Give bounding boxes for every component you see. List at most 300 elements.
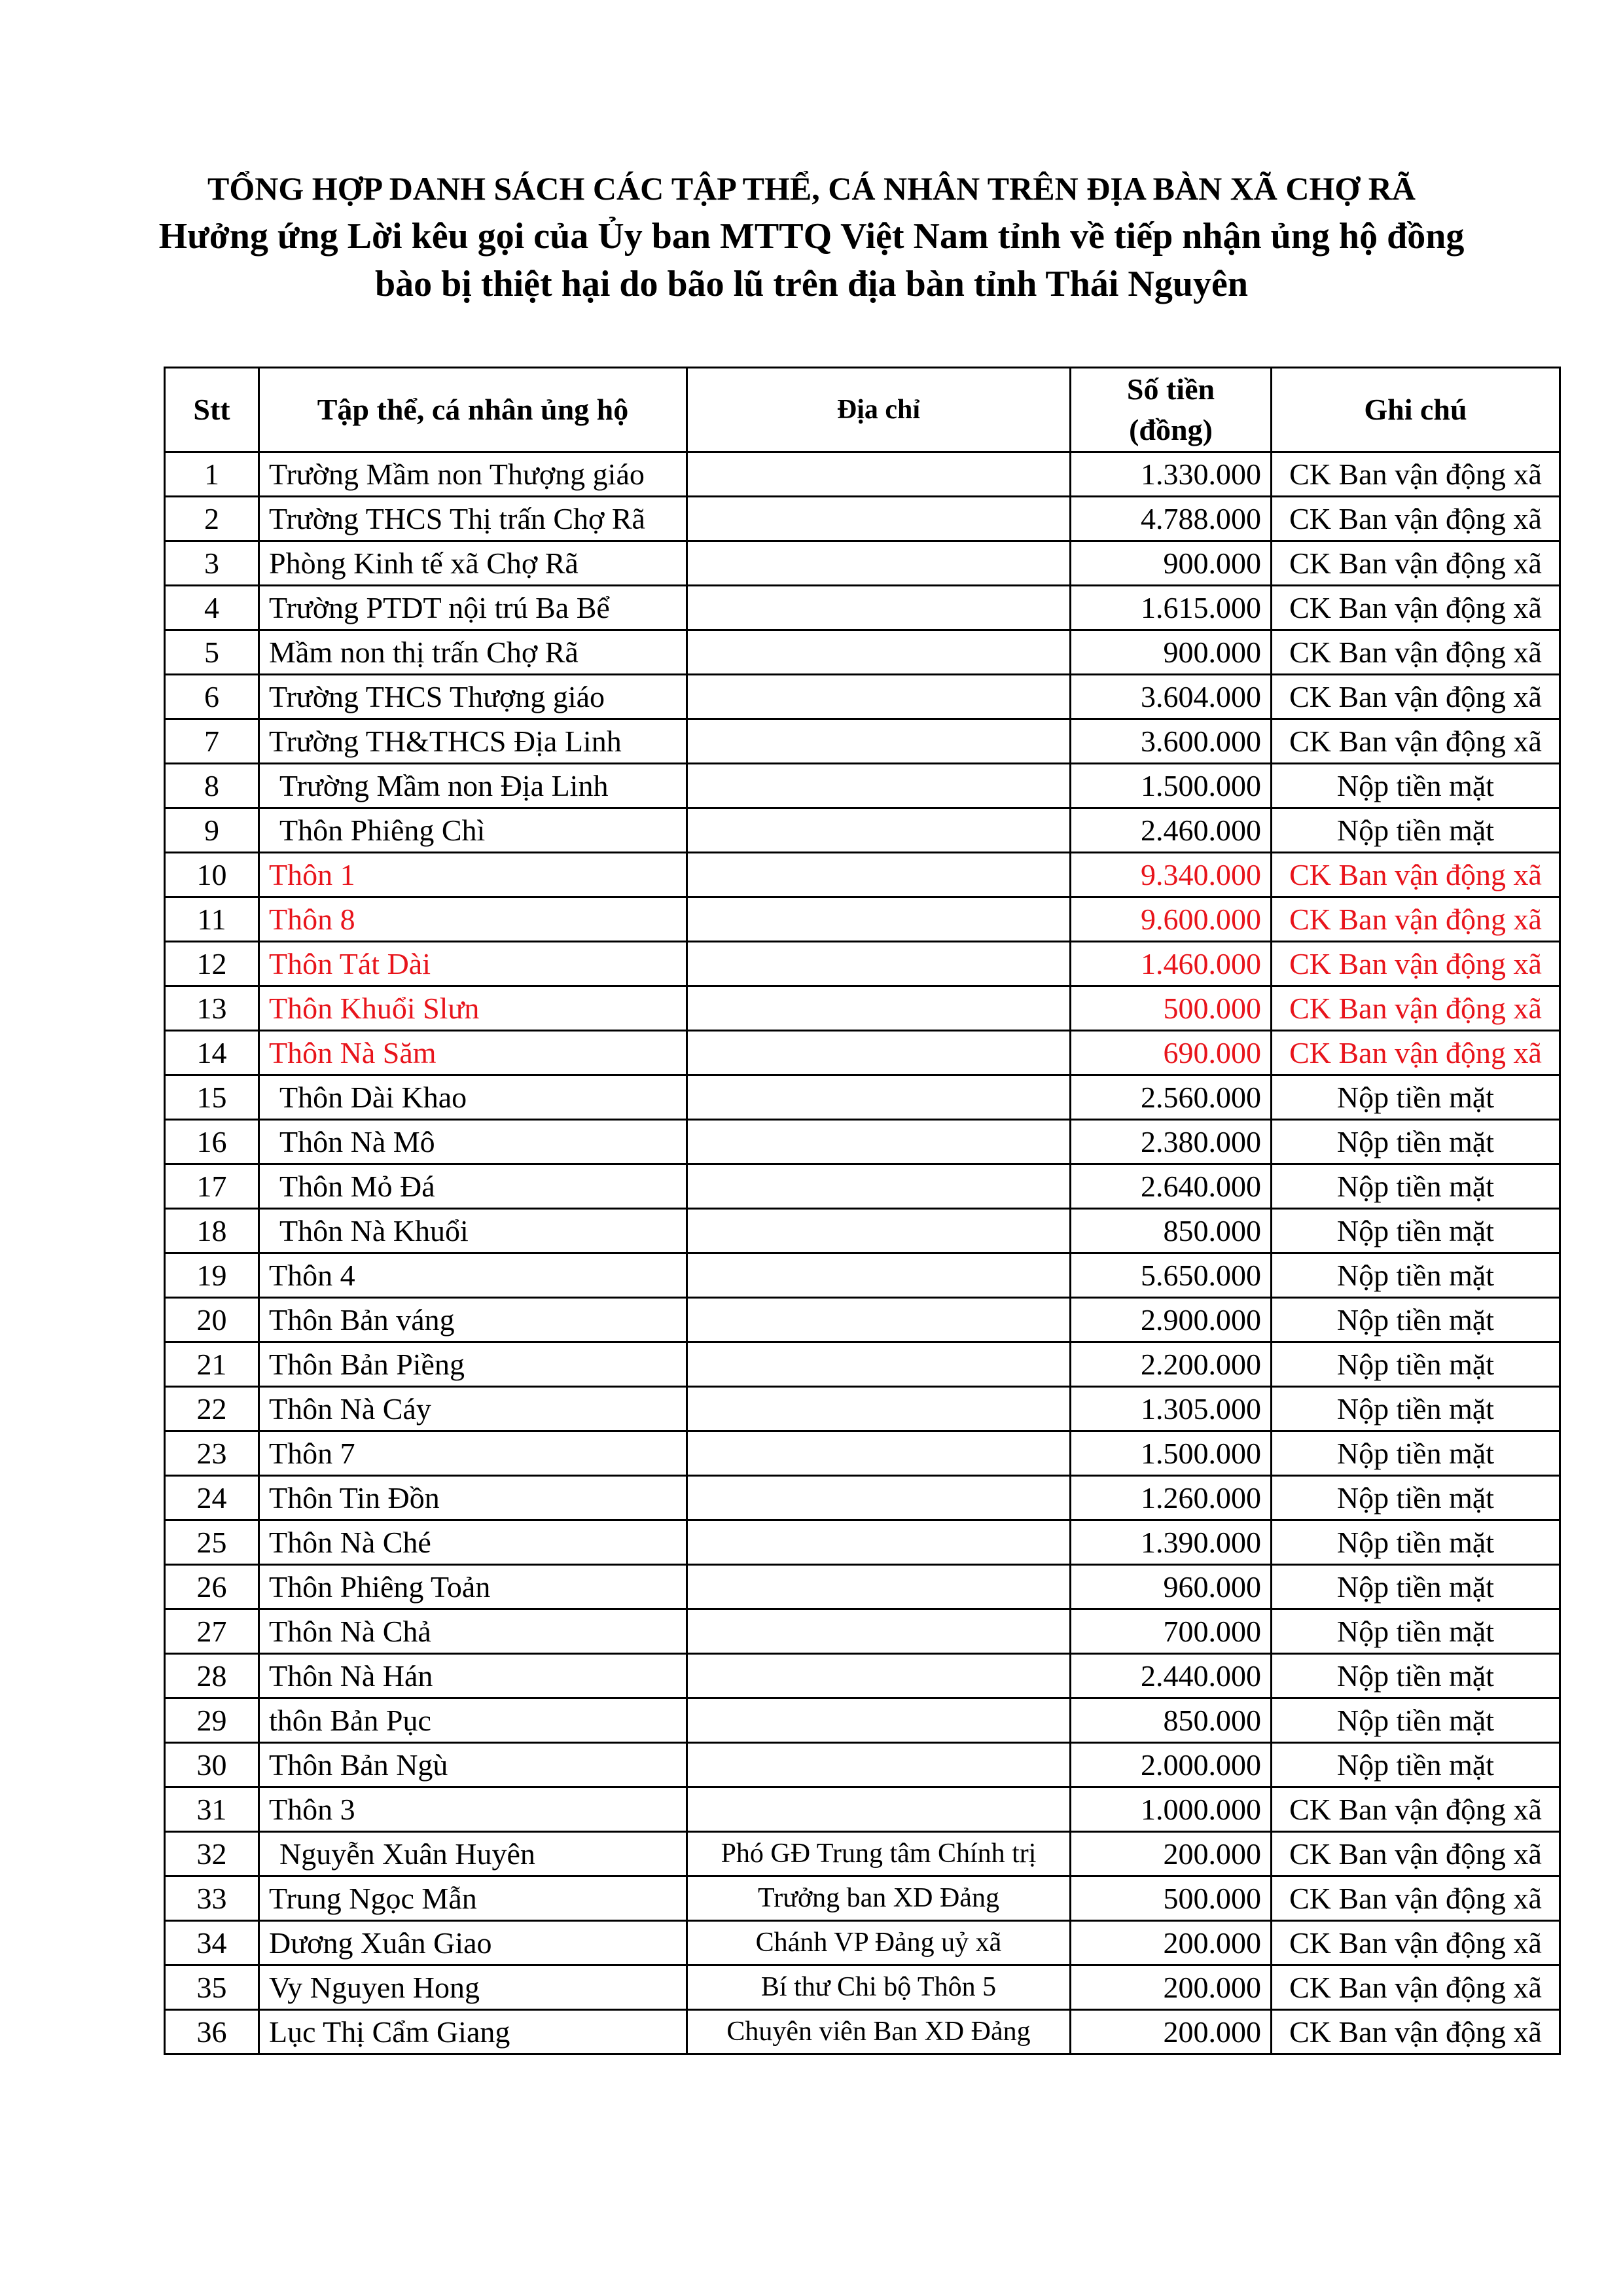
cell-name [259,764,687,808]
cell-amount-text: 3.600.000 [1141,725,1261,758]
cell-note [1272,1921,1560,1965]
table-row [165,1609,1560,1654]
cell-address [687,764,1071,808]
cell-name [259,1520,687,1565]
cell-address [687,1431,1071,1476]
cell-name [259,942,687,986]
cell-stt [165,1164,259,1209]
cell-name [259,1921,687,1965]
cell-amount [1071,630,1272,675]
cell-name [259,1298,687,1342]
document-title [0,165,1623,308]
table-row [165,1787,1560,1832]
cell-name-text: Thôn 3 [269,1793,355,1826]
cell-note-text: Nộp tiền mặt [1336,1481,1495,1515]
cell-stt [165,1476,259,1520]
cell-address [687,1164,1071,1209]
cell-address [687,1120,1071,1164]
cell-name-text: Thôn Phiêng Chì [279,814,486,847]
cell-amount-text: 4.788.000 [1141,502,1261,535]
cell-amount [1071,1743,1272,1787]
cell-name [259,452,687,497]
cell-name-text: Thôn 1 [269,858,355,891]
cell-address [687,1743,1071,1787]
cell-name-text: Thôn Khuổi Slưn [269,992,480,1025]
cell-amount [1071,541,1272,586]
cell-amount-text: 1.000.000 [1141,1793,1261,1826]
cell-name [259,630,687,675]
cell-stt-text: 22 [196,1392,227,1426]
cell-name [259,1342,687,1387]
cell-note [1272,1120,1560,1164]
cell-stt-text: 21 [196,1348,227,1381]
table-row [165,1520,1560,1565]
cell-name [259,1787,687,1832]
cell-amount [1071,1342,1272,1387]
cell-amount [1071,1520,1272,1565]
cell-name [259,1654,687,1698]
cell-note [1272,942,1560,986]
donation-table [164,367,1561,2055]
cell-note-text: CK Ban vận động xã [1289,1882,1542,1915]
cell-name [259,2010,687,2054]
cell-note [1272,1387,1560,1431]
cell-stt-text: 29 [196,1704,227,1737]
cell-address [687,452,1071,497]
cell-address [687,1342,1071,1387]
cell-stt [165,764,259,808]
cell-address [687,1921,1071,1965]
cell-address [687,1876,1071,1921]
cell-amount-text: 2.640.000 [1141,1170,1261,1203]
cell-amount-text: 900.000 [1163,547,1261,580]
cell-amount-text: 1.460.000 [1141,947,1261,980]
table-row [165,1832,1560,1876]
cell-note [1272,497,1560,541]
cell-amount-text: 850.000 [1163,1214,1261,1247]
cell-note [1272,1253,1560,1298]
cell-name-text: Thôn Nà Chả [269,1615,431,1648]
cell-stt-text: 28 [196,1659,227,1693]
cell-name [259,1876,687,1921]
cell-stt-text: 3 [204,547,219,580]
cell-stt-text: 1 [204,457,219,491]
table-row [165,541,1560,586]
cell-name [259,808,687,853]
cell-stt [165,1298,259,1342]
cell-stt-text: 6 [204,680,219,713]
cell-amount [1071,1609,1272,1654]
cell-name [259,1209,687,1253]
table-row [165,675,1560,719]
cell-stt [165,452,259,497]
cell-amount [1071,1965,1272,2010]
cell-note [1272,897,1560,942]
table-row [165,1431,1560,1476]
cell-stt [165,1965,259,2010]
cell-name-text: Thôn Nà Mô [279,1125,435,1158]
cell-amount-text: 1.330.000 [1141,457,1261,491]
table-row [165,1565,1560,1609]
cell-note-text: CK Ban vận động xã [1289,903,1542,936]
cell-address [687,1565,1071,1609]
cell-note [1272,1031,1560,1075]
cell-name [259,853,687,897]
cell-name-text: Nguyễn Xuân Huyên [279,1837,535,1871]
cell-note-text: CK Ban vận động xã [1289,1837,1542,1871]
cell-stt [165,1743,259,1787]
cell-name-text: Trường PTDT nội trú Ba Bể [269,591,610,624]
cell-amount [1071,942,1272,986]
cell-note-text: CK Ban vận động xã [1289,502,1542,535]
cell-stt-text: 30 [196,1748,227,1782]
cell-stt [165,630,259,675]
cell-stt [165,675,259,719]
cell-note-text: CK Ban vận động xã [1289,636,1542,669]
cell-name-text: Dương Xuân Giao [269,1926,492,1960]
cell-name [259,986,687,1031]
cell-amount-text: 1.500.000 [1141,1437,1261,1470]
cell-address [687,808,1071,853]
cell-note [1272,1787,1560,1832]
cell-note [1272,1876,1560,1921]
cell-name [259,1609,687,1654]
cell-note [1272,1164,1560,1209]
cell-amount-text: 500.000 [1163,1882,1261,1915]
cell-amount-text: 200.000 [1163,1926,1261,1960]
table-row [165,1476,1560,1520]
title-line-1: TỔNG HỢP DANH SÁCH CÁC TẬP THỂ, CÁ NHÂN TRÊN ĐỊA BÀN XÃ CHỢ RÃ [207,170,1416,207]
cell-note-text: Nộp tiền mặt [1336,1392,1495,1426]
table-row [165,630,1560,675]
cell-amount [1071,986,1272,1031]
cell-note-text: CK Ban vận động xã [1289,1036,1542,1069]
cell-stt-text: 2 [204,502,219,535]
cell-address [687,897,1071,942]
table-row [165,1654,1560,1698]
header-amount [1071,368,1272,452]
cell-note-text: CK Ban vận động xã [1289,680,1542,713]
table-row [165,808,1560,853]
cell-note [1272,452,1560,497]
cell-name-text: Thôn 8 [269,903,355,936]
cell-amount-text: 900.000 [1163,636,1261,669]
table-row [165,497,1560,541]
cell-amount [1071,853,1272,897]
table-row [165,1253,1560,1298]
cell-note [1272,719,1560,764]
cell-name [259,1253,687,1298]
cell-stt [165,1431,259,1476]
cell-amount-text: 2.380.000 [1141,1125,1261,1158]
cell-name-text: Thôn Tin Đồn [269,1481,440,1515]
header-note: Ghi chú [1272,368,1560,452]
cell-stt-text: 33 [196,1882,227,1915]
cell-address [687,719,1071,764]
cell-name [259,1565,687,1609]
cell-note [1272,586,1560,630]
cell-stt-text: 31 [196,1793,227,1826]
cell-stt-text: 15 [196,1081,227,1114]
cell-name-text: Mầm non thị trấn Chợ Rã [269,636,579,669]
cell-address [687,1031,1071,1075]
cell-name-text: Thôn Phiêng Toản [269,1570,491,1604]
cell-address [687,986,1071,1031]
cell-name-text: Thôn Nà Săm [269,1036,437,1069]
cell-note [1272,1832,1560,1876]
cell-amount-text: 700.000 [1163,1615,1261,1648]
cell-note [1272,1476,1560,1520]
cell-amount [1071,675,1272,719]
cell-stt-text: 27 [196,1615,227,1648]
cell-note [1272,1743,1560,1787]
cell-amount [1071,497,1272,541]
cell-amount [1071,897,1272,942]
cell-name-text: Vy Nguyen Hong [269,1971,480,2004]
cell-note [1272,630,1560,675]
cell-stt [165,853,259,897]
table-header-row [165,368,1560,452]
cell-note-text: Nộp tiền mặt [1336,814,1495,847]
cell-note-text: Nộp tiền mặt [1336,1259,1495,1292]
cell-name-text: Trường TH&THCS Địa Linh [269,725,622,758]
cell-note-text: Nộp tiền mặt [1336,769,1495,802]
cell-note-text: CK Ban vận động xã [1289,2015,1542,2049]
cell-amount-text: 960.000 [1163,1570,1261,1604]
cell-address [687,1387,1071,1431]
cell-address [687,1520,1071,1565]
cell-amount [1071,1253,1272,1298]
cell-amount [1071,1298,1272,1342]
cell-address [687,853,1071,897]
cell-stt [165,1209,259,1253]
cell-amount [1071,1120,1272,1164]
cell-amount-text: 9.600.000 [1141,903,1261,936]
cell-address [687,1476,1071,1520]
cell-amount [1071,1164,1272,1209]
cell-name-text: Thôn Nà Ché [269,1526,431,1559]
header-stt: Stt [165,368,259,452]
cell-name [259,1075,687,1120]
table-row [165,1031,1560,1075]
cell-name [259,1431,687,1476]
cell-name-text: Thôn Bản váng [269,1303,455,1336]
cell-amount-text: 2.440.000 [1141,1659,1261,1693]
cell-stt-text: 24 [196,1481,227,1515]
table-row [165,1698,1560,1743]
cell-stt [165,1609,259,1654]
cell-amount [1071,1654,1272,1698]
cell-amount [1071,2010,1272,2054]
cell-stt [165,1654,259,1698]
cell-amount [1071,1209,1272,1253]
cell-note-text: CK Ban vận động xã [1289,591,1542,624]
header-name: Tập thể, cá nhân ủng hộ [259,368,687,452]
cell-name [259,1387,687,1431]
cell-stt-text: 14 [196,1036,227,1069]
cell-note [1272,1609,1560,1654]
cell-amount [1071,1031,1272,1075]
cell-stt-text: 17 [196,1170,227,1203]
cell-amount [1071,452,1272,497]
cell-amount [1071,1565,1272,1609]
cell-amount-text: 3.604.000 [1141,680,1261,713]
cell-note-text: CK Ban vận động xã [1289,992,1542,1025]
cell-address [687,586,1071,630]
cell-amount [1071,1787,1272,1832]
cell-address [687,942,1071,986]
cell-address [687,630,1071,675]
cell-stt [165,1387,259,1431]
cell-note-text: CK Ban vận động xã [1289,858,1542,891]
cell-amount [1071,586,1272,630]
cell-address-text: Chánh VP Đảng uỷ xã [755,1928,1002,1958]
cell-stt [165,897,259,942]
cell-address [687,1832,1071,1876]
cell-note [1272,1298,1560,1342]
table-row [165,1342,1560,1387]
cell-address [687,541,1071,586]
cell-name-text: Trường Mầm non Thượng giáo [269,457,645,491]
cell-stt [165,1921,259,1965]
cell-name-text: Trường THCS Thị trấn Chợ Rã [269,502,645,535]
cell-amount-text: 200.000 [1163,1971,1261,2004]
cell-note-text: CK Ban vận động xã [1289,547,1542,580]
table-row [165,1387,1560,1431]
cell-address [687,1698,1071,1743]
table-row [165,1164,1560,1209]
table-row [165,1965,1560,2010]
cell-stt-text: 13 [196,992,227,1025]
table-row [165,1120,1560,1164]
cell-stt [165,1832,259,1876]
cell-stt-text: 10 [196,858,227,891]
cell-stt [165,497,259,541]
cell-amount-text: 500.000 [1163,992,1261,1025]
cell-stt-text: 36 [196,2015,227,2049]
cell-amount-text: 2.000.000 [1141,1748,1261,1782]
cell-note-text: Nộp tiền mặt [1336,1437,1495,1470]
cell-amount [1071,719,1272,764]
cell-stt [165,1876,259,1921]
cell-amount [1071,1921,1272,1965]
table-row [165,1209,1560,1253]
cell-note-text: Nộp tiền mặt [1336,1170,1495,1203]
cell-address [687,1209,1071,1253]
cell-name [259,1832,687,1876]
table-row [165,1876,1560,1921]
cell-amount-text: 690.000 [1163,1036,1261,1069]
cell-name [259,497,687,541]
cell-address [687,2010,1071,2054]
cell-name-text: Thôn Bản Ngù [269,1748,448,1782]
cell-note-text: CK Ban vận động xã [1289,947,1542,980]
table-row [165,2010,1560,2054]
cell-name-text: Thôn Nà Khuổi [279,1214,469,1247]
cell-address [687,1965,1071,2010]
cell-address [687,497,1071,541]
cell-name-text: Thôn Dài Khao [279,1081,467,1114]
cell-address [687,675,1071,719]
cell-note-text: Nộp tiền mặt [1336,1615,1495,1648]
cell-amount [1071,1698,1272,1743]
cell-note [1272,1565,1560,1609]
cell-note-text: Nộp tiền mặt [1336,1214,1495,1247]
table-row [165,1921,1560,1965]
cell-note [1272,853,1560,897]
cell-note [1272,1209,1560,1253]
cell-stt-text: 11 [197,903,226,936]
cell-stt-text: 34 [196,1926,227,1960]
cell-note-text: CK Ban vận động xã [1289,457,1542,491]
cell-stt [165,808,259,853]
cell-stt [165,1342,259,1387]
cell-stt-text: 26 [196,1570,227,1604]
cell-stt-text: 7 [204,725,219,758]
cell-amount [1071,1075,1272,1120]
cell-name-text: Trung Ngọc Mẫn [269,1882,477,1915]
cell-note [1272,808,1560,853]
cell-name-text: Thôn Bản Piềng [269,1348,465,1381]
cell-amount [1071,1431,1272,1476]
cell-stt-text: 32 [196,1837,227,1871]
cell-name [259,675,687,719]
cell-address-text: Bí thư Chi bộ Thôn 5 [760,1972,997,2002]
cell-stt-text: 19 [196,1259,227,1292]
cell-name [259,586,687,630]
cell-note [1272,1342,1560,1387]
cell-stt-text: 8 [204,769,219,802]
cell-note [1272,2010,1560,2054]
table-row [165,1743,1560,1787]
cell-stt [165,1253,259,1298]
cell-note-text: Nộp tiền mặt [1336,1704,1495,1737]
title-line-2: Hưởng ứng Lời kêu gọi của Ủy ban MTTQ Việt Nam tỉnh về tiếp nhận ủng hộ đồng [158,216,1465,257]
cell-name-text: Lục Thị Cẩm Giang [269,2015,510,2049]
cell-stt [165,1787,259,1832]
cell-stt [165,1031,259,1075]
cell-address [687,1787,1071,1832]
cell-amount-text: 2.200.000 [1141,1348,1261,1381]
cell-note [1272,1965,1560,2010]
cell-amount-text: 850.000 [1163,1704,1261,1737]
cell-stt-text: 25 [196,1526,227,1559]
cell-name-text: Thôn Nà Cáy [269,1392,431,1426]
table-row [165,452,1560,497]
cell-stt [165,586,259,630]
table-row [165,897,1560,942]
cell-note-text: Nộp tiền mặt [1336,1526,1495,1559]
cell-name [259,1120,687,1164]
cell-name-text: Phòng Kinh tế xã Chợ Rã [269,547,579,580]
cell-note-text: Nộp tiền mặt [1336,1659,1495,1693]
cell-amount-text: 200.000 [1163,1837,1261,1871]
cell-stt-text: 9 [204,814,219,847]
cell-note-text: Nộp tiền mặt [1336,1348,1495,1381]
cell-name [259,1164,687,1209]
cell-note-text: CK Ban vận động xã [1289,725,1542,758]
cell-stt [165,1120,259,1164]
cell-name-text: Thôn Mỏ Đá [279,1170,435,1203]
cell-stt-text: 16 [196,1125,227,1158]
cell-name-text: Thôn 4 [269,1259,355,1292]
cell-amount-text: 5.650.000 [1141,1259,1261,1292]
cell-address-text: Phó GĐ Trung tâm Chính trị [721,1839,1037,1869]
header-amount-line-1: Số tiền [1126,372,1215,406]
cell-note-text: CK Ban vận động xã [1289,1971,1542,2004]
cell-amount-text: 2.560.000 [1141,1081,1261,1114]
cell-address [687,1609,1071,1654]
